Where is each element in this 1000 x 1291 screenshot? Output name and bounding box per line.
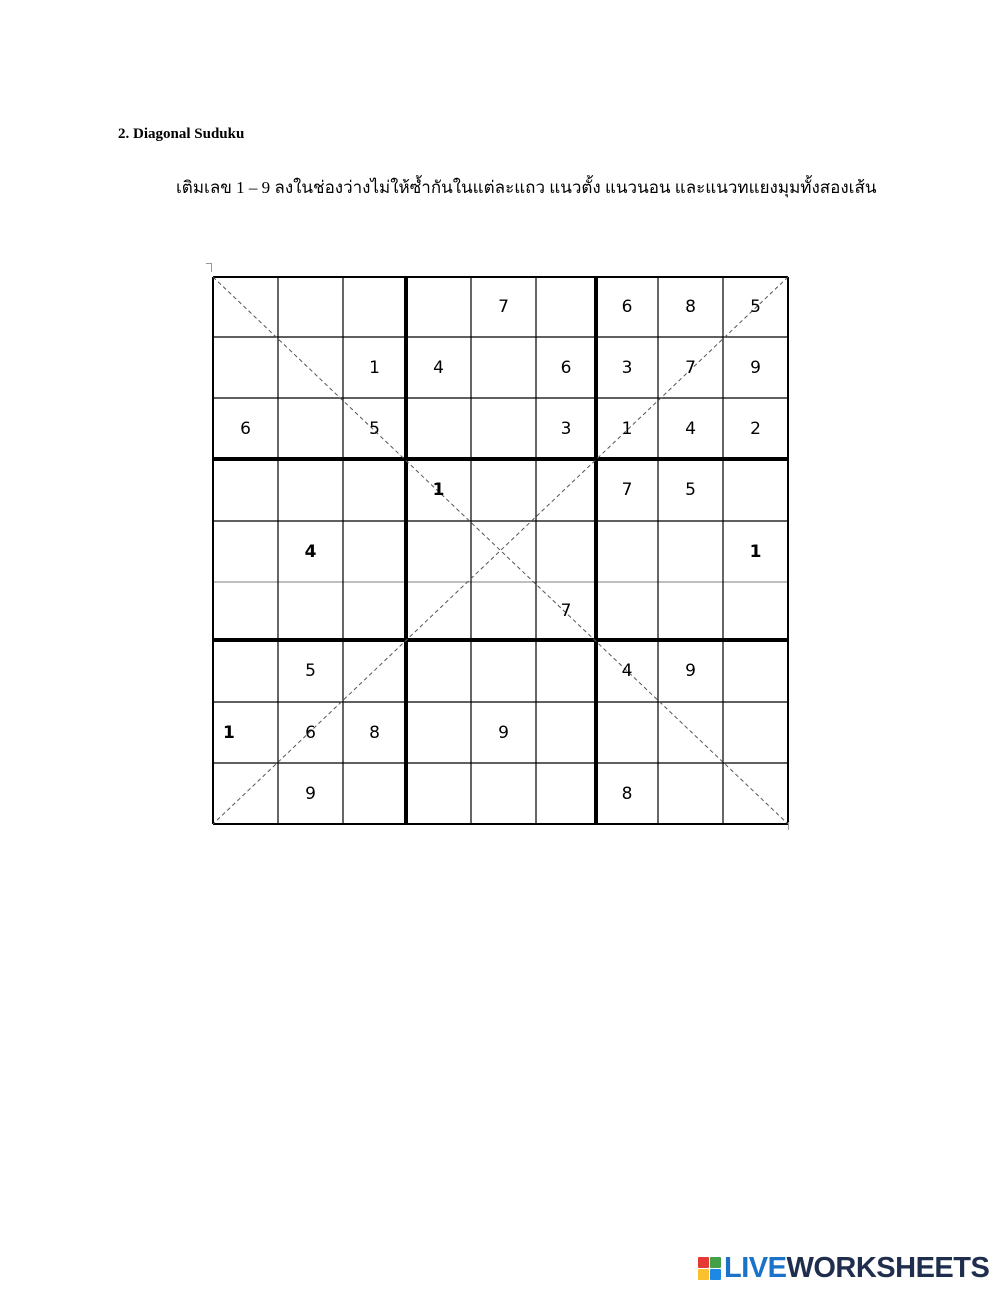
sudoku-cell: 4	[304, 541, 317, 562]
corner-mark-icon	[206, 263, 212, 272]
sudoku-cell: 1	[749, 541, 762, 562]
sudoku-cell: 4	[685, 418, 696, 439]
sudoku-cell: 9	[685, 661, 696, 681]
sudoku-cell: 5	[685, 480, 696, 500]
sudoku-cell: 6	[621, 297, 633, 317]
sudoku-cell: 9	[750, 357, 761, 378]
sudoku-cell: 5	[750, 297, 761, 317]
sudoku-cell: 7	[560, 601, 572, 621]
sudoku-cell: 7	[685, 357, 696, 378]
sudoku-cell: 1	[369, 357, 380, 378]
logo-text-worksheets: WORKSHEETS	[786, 1251, 990, 1284]
logo-square	[710, 1269, 721, 1280]
logo-text	[724, 1252, 989, 1285]
sudoku-cell: 3	[621, 357, 633, 378]
sudoku-cell: 8	[685, 297, 696, 317]
sudoku-cell: 1	[223, 722, 235, 743]
sudoku-cell: 4	[621, 661, 633, 681]
sudoku-cell: 4	[433, 357, 444, 378]
sudoku-cell: 6	[560, 357, 572, 378]
sudoku-cell: 5	[305, 661, 316, 681]
sudoku-cell: 8	[621, 783, 633, 804]
logo-squares-icon	[698, 1257, 721, 1280]
logo-square	[710, 1257, 721, 1268]
sudoku-cell: 5	[369, 418, 380, 439]
sudoku-cell: 1	[621, 418, 633, 439]
sudoku-cell: 2	[750, 418, 761, 439]
sudoku-cell: 6	[305, 722, 316, 743]
sudoku-cell: 7	[498, 297, 509, 317]
instruction-text: เติมเลข 1 – 9 ลงในช่องว่างไม่ให้ซ้ำกันในแต่ละแถว แนวตั้ง แนวนอน และแนวทแยงมุมทั้งสองเส้น	[176, 178, 877, 197]
sudoku-cell: 9	[498, 722, 509, 743]
sudoku-cell: 3	[560, 418, 572, 439]
sudoku-grid	[213, 277, 788, 824]
sudoku-cell: 7	[621, 480, 633, 500]
sudoku-cell: 1	[432, 480, 445, 500]
sudoku-cell: 6	[240, 418, 251, 439]
corner-mark-icon	[788, 822, 791, 830]
liveworksheets-logo	[698, 1251, 989, 1285]
logo-text-live: LIVE	[724, 1251, 787, 1284]
logo-square	[698, 1269, 709, 1280]
section-heading: 2. Diagonal Suduku	[118, 126, 245, 142]
logo-square	[698, 1257, 709, 1268]
sudoku-cell: 8	[369, 722, 380, 743]
sudoku-cell: 9	[305, 783, 316, 804]
